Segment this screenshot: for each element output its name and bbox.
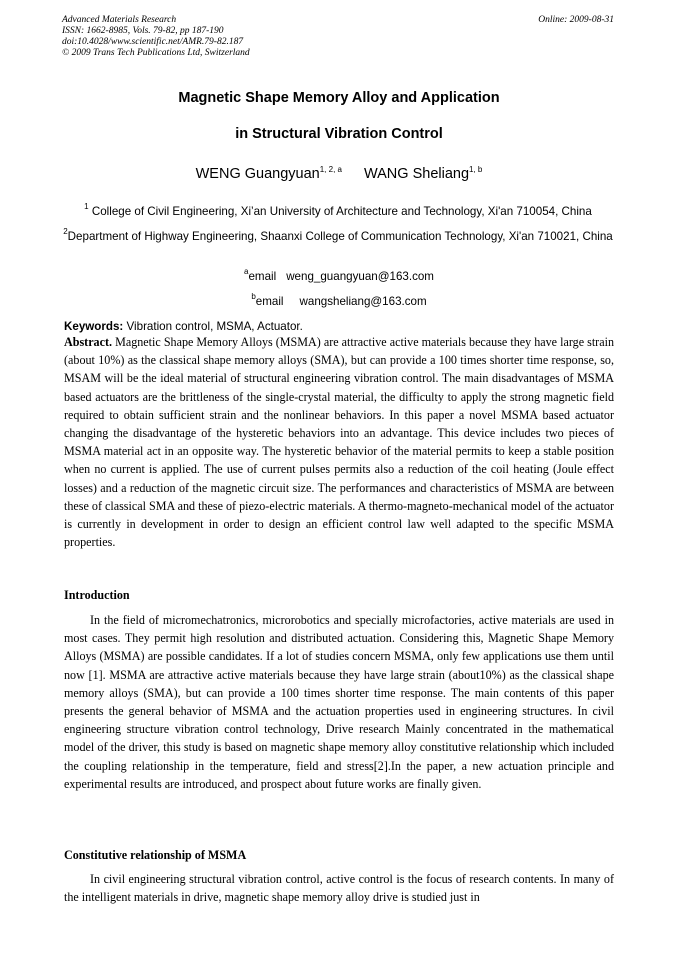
author-name: WENG Guangyuan (195, 166, 320, 182)
constitutive-paragraph: In civil engineering structural vibration control, active control is the focus of research contents. In many of the intelligent materials in drive, magnetic shape memory alloy drive is studied just in (64, 872, 614, 905)
email-line-2 (0, 292, 678, 308)
email-address[interactable]: wangsheliang@163.com (299, 295, 427, 308)
introduction-paragraph: In the field of micromechatronics, microrobotics and specially microfactories, active materials are used in most cases. They permit high resolution and distributed actuation. Considering this, Magnetic Shape Memory Alloys (MSMA) are possible candidates. If a lot of studies concern MSMA, only few applications use them until now [1]. MSMA are attractive active materials because they have large strain (about10%) as the classical shape memory alloys (SMA), but can provide a 100 times shorter time response. The main contents of this paper presents the general behavior of MSMA and the actuation properties used in engineering structures. In civil engineering structure vibration control technology, Drive research Mainly concentrated in the mathematical model of the driver, this study is based on magnetic shape memory alloy constitutive relationship which included the coupling relationship in the temperature, field and stress[2].In the paper, a new actuation principle and experimental results are introduced, and prospect about future works are finally given. (64, 613, 614, 791)
email-label: email (248, 270, 277, 283)
journal-header (62, 15, 614, 59)
copyright-line: © 2009 Trans Tech Publications Ltd, Switzerland (62, 48, 250, 58)
online-date: Online: 2009-08-31 (538, 15, 614, 25)
affiliation-text: College of Civil Engineering, Xi’an University of Architecture and Technology, Xi'an 710054, China (91, 205, 592, 218)
abstract-label: Abstract. (64, 335, 113, 349)
doi-line: doi:10.4028/www.scientific.net/AMR.79-82.187 (62, 37, 244, 47)
affiliation-2 (62, 229, 614, 245)
affiliation-sup: 2 (63, 227, 68, 236)
paper-title-line-2: in Structural Vibration Control (235, 126, 443, 142)
issn-line: ISSN: 1662-8985, Vols. 79-82, pp 187-190 (62, 26, 224, 36)
section-heading-constitutive: Constitutive relationship of MSMA (64, 848, 247, 862)
email-label: email (255, 295, 284, 308)
keywords-text: Vibration control, MSMA, Actuator. (126, 320, 303, 333)
keywords (64, 320, 614, 333)
email-line-1 (0, 267, 678, 283)
email-sup: b (251, 292, 256, 301)
email-address[interactable]: weng_guangyuan@163.com (286, 270, 434, 283)
author-sup: 1, 2, a (319, 165, 342, 174)
keywords-label: Keywords: (64, 320, 124, 333)
author-name: WANG Sheliang (363, 166, 470, 182)
author-sup: 1, b (469, 165, 483, 174)
abstract (64, 333, 614, 551)
abstract-text: Magnetic Shape Memory Alloys (MSMA) are attractive active materials because they have large strain (about 10%) as the classical shape memory alloys (SMA), but can provide a 100 times shorter time response, so, MSAM will be the ideal material of structural engineering vibration control. The main disadvantages of MSMA based actuators are the brittleness of the single-crystal material, the difficulty to apply the strong magnetic field required to obtain sufficient strain and the nonlinear behaviors. In this paper a novel MSMA based actuator changing the disadvantage of the hysteretic behaviors into an advantage. This device includes two pieces of MSMA material act in an opposite way. The hysteretic behavior of the material permits to keep a stable position when no current is applied. The use of current pulses permits also a reduction of the coil heating (Joule effect losses) and a reduction of the magnetic circuit size. The performances and characteristics of MSMA are between these of classical SMA and these of piezo-electric materials. A thermo-magneto-mechanical model of the actuator is currently in development in order to design an efficient control law well adapted to the specific MSMA properties. (64, 335, 614, 550)
email-sup: a (244, 267, 249, 276)
affiliation-sup: 1 (84, 202, 89, 211)
section-heading-introduction: Introduction (64, 588, 130, 602)
author-list (0, 166, 678, 182)
paper-title-line-1: Magnetic Shape Memory Alloy and Application (178, 90, 500, 106)
affiliation-text: Department of Highway Engineering, Shaanxi College of Communication Technology, Xi'an 710021, China (67, 230, 613, 243)
journal-name: Advanced Materials Research (62, 15, 177, 25)
affiliation-1 (62, 204, 614, 220)
